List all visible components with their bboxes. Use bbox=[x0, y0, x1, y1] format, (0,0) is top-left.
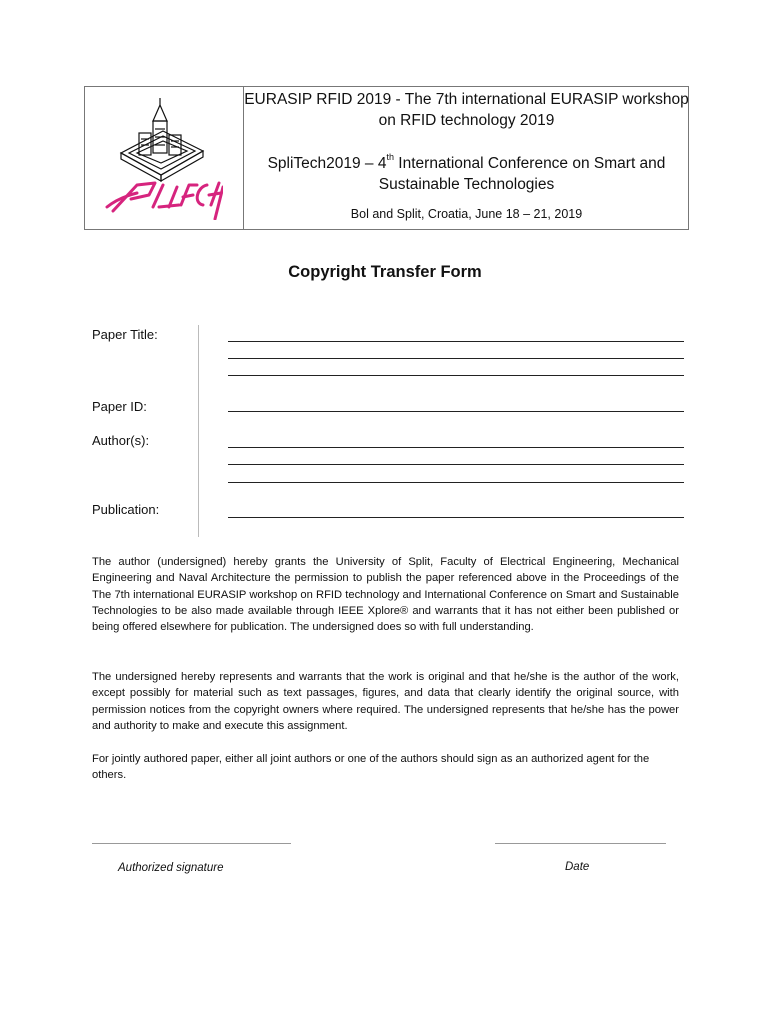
warranty-paragraph: The undersigned hereby represents and warrants that the work is original and that he/she is the author of the work, except possibly for material such as text passages, figures, and data that clearly identify the original source, with permission notices from the copyright owners where required. The undersigned represents that he/she has the power and authority to make and execute this assignment. bbox=[92, 671, 679, 732]
splitech-logo bbox=[103, 95, 223, 220]
date-label: Date bbox=[565, 861, 590, 873]
authors-line-1[interactable] bbox=[228, 447, 684, 448]
signature-line[interactable] bbox=[92, 843, 291, 844]
header-box bbox=[84, 86, 689, 230]
paper-title-line-2[interactable] bbox=[228, 358, 684, 359]
grant-paragraph: The author (undersigned) hereby grants the University of Split, Faculty of Electrical Engineering, Mechanical Engineering and Naval Architecture the permission to publish the paper referenced above in the Proceedings of the The 7th international EURASIP workshop on RFID technology and International Conference on Smart and Sustainable Technologies to be also made available through IEEE Xplore® and warrants that it has not either been published or being offered elsewhere for publication. The undersigned does so with full understanding. bbox=[92, 556, 679, 634]
paper-title-line-3[interactable] bbox=[228, 375, 684, 376]
form-title: Copyright Transfer Form bbox=[288, 263, 482, 281]
publication-line[interactable] bbox=[228, 517, 684, 518]
authors-line-2[interactable] bbox=[228, 464, 684, 465]
authors-line-3[interactable] bbox=[228, 482, 684, 483]
paper-id-line[interactable] bbox=[228, 411, 684, 412]
event2-prefix: SpliTech2019 – 4 bbox=[267, 155, 387, 172]
event-title-eurasip: EURASIP RFID 2019 - The 7th international EURASIP workshop on RFID technology 2019 bbox=[244, 91, 689, 129]
paper-id-label: Paper ID: bbox=[92, 399, 147, 414]
authors-label: Author(s): bbox=[92, 433, 150, 448]
logo-cell bbox=[85, 87, 244, 229]
publication-label: Publication: bbox=[92, 502, 160, 517]
signature-label: Authorized signature bbox=[118, 862, 224, 874]
date-line[interactable] bbox=[495, 843, 666, 844]
paper-title-line-1[interactable] bbox=[228, 341, 684, 342]
event-title-splitech bbox=[244, 147, 689, 195]
header-text bbox=[244, 87, 689, 221]
event2-superscript: th bbox=[386, 152, 394, 162]
paper-title-label: Paper Title: bbox=[92, 327, 158, 342]
label-divider bbox=[198, 325, 199, 537]
joint-authors-paragraph: For jointly authored paper, either all joint authors or one of the authors should sign as an authorized agent for the others. bbox=[92, 753, 650, 782]
location-date: Bol and Split, Croatia, June 18 – 21, 2019 bbox=[350, 207, 583, 221]
event2-suffix: International Conference on Smart and Sustainable Technologies bbox=[378, 155, 666, 193]
